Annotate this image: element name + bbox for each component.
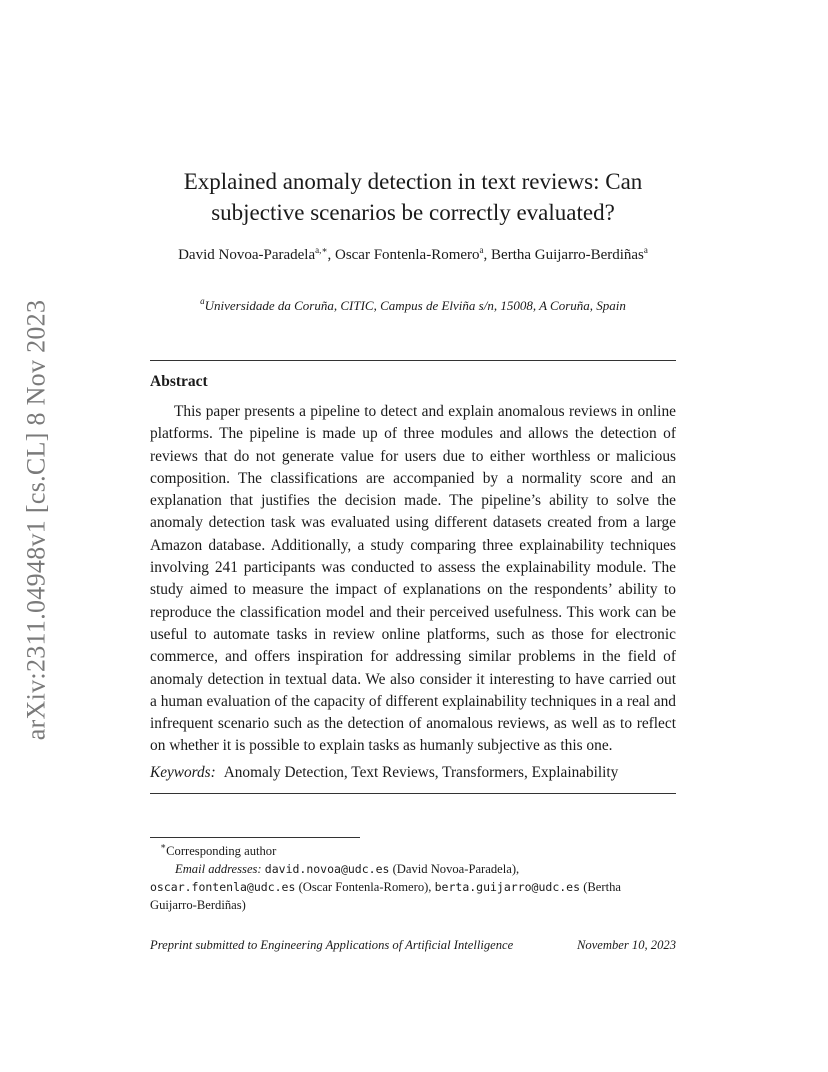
abstract-body: This paper presents a pipeline to detect and explain anomalous reviews in online platforms. The pipeline is made up of three modules and allows the detection of reviews that do not generate value for users due to either worthless or malicious composition. The classifications are accompanied by a normality score and an explanation that justifies the decision made. The pipeline’s ability to solve the anomaly detection task was evaluated using different datasets created from a large Amazon database. Additionally, a study comparing three explainability techniques involving 241 participants was conducted to assess the explainability module. The study aimed to measure the impact of explanations on the respondents’ ability to reproduce the classification model and their perceived usefulness. This work can be useful to automate tasks in review online platforms, such as those for electronic commerce, and offers inspiration for addressing similar problems in the field of anomaly detection in textual data. We also consider it interesting to have carried out a human evaluation of the capacity of different explainability techniques in a real and infrequent scenario such as the detection of anomalous reviews, as well as to reflect on whether it is possible to explain tasks as humanly subjective as this one. — [150, 403, 676, 755]
abstract-top-rule — [150, 360, 676, 361]
footnote-corresponding: ∗Corresponding author — [160, 841, 277, 858]
author-name: David Novoa-Paradela — [178, 247, 316, 263]
title-line-1: Explained anomaly detection in text reviews: Can — [183, 169, 643, 194]
keywords — [150, 762, 676, 784]
author-list: David Novoa-Paradela$^{a,∗}$, Oscar Fontenla-Romero$^a$, Bertha Guijarro-Berdiñas$^a$ — [178, 245, 648, 263]
footnote-marker: ∗ — [160, 841, 167, 851]
email-label: Email addresses: — [175, 862, 262, 876]
author-affil-marker: a — [479, 245, 484, 255]
author-name: Bertha Guijarro-Berdiñas — [491, 247, 644, 263]
email-link[interactable]: david.novoa@udc.es — [264, 862, 390, 876]
footnote-email-line: Guijarro-Berdiñas) — [150, 898, 246, 912]
footnote — [150, 842, 676, 914]
affiliation-text: Universidade da Coruña, CITIC, Campus de Elviña s/n, 15008, A Coruña, Spain — [204, 298, 626, 313]
footnote-rule — [150, 837, 360, 838]
author-affil-marker: a,∗ — [315, 245, 328, 255]
title-line-2: subjective scenarios be correctly evaluated? — [211, 200, 615, 225]
affiliation — [150, 296, 676, 316]
preprint-footer — [150, 938, 676, 953]
footnote-email-line: oscar.fontenla@udc.es (Oscar Fontenla-Romero), berta.guijarro@udc.es (Bertha — [150, 880, 621, 894]
footnote-email-line: Email addresses: david.novoa@udc.es (David Novoa-Paradela), — [175, 862, 520, 876]
author-name: Oscar Fontenla-Romero — [334, 247, 480, 263]
abstract-heading: Abstract — [150, 373, 208, 390]
keywords-label: Keywords: — [150, 764, 216, 781]
email-link[interactable]: berta.guijarro@udc.es — [434, 880, 581, 894]
keywords-text: Anomaly Detection, Text Reviews, Transformers, Explainability — [223, 764, 619, 781]
email-link[interactable]: oscar.fontenla@udc.es — [150, 880, 296, 894]
arxiv-sidebar-stamp — [6, 290, 66, 750]
author-affil-marker: a — [643, 245, 648, 255]
affiliation-marker: a — [200, 296, 205, 306]
arxiv-id: arXiv:2311.04948v1 [cs.CL] 8 Nov 2023 — [21, 299, 50, 741]
abstract-bottom-rule — [150, 793, 676, 794]
preprint-venue: Preprint submitted to Engineering Applications of Artificial Intelligence — [150, 938, 514, 952]
paper-title — [150, 166, 676, 228]
preprint-date: November 10, 2023 — [577, 938, 676, 952]
